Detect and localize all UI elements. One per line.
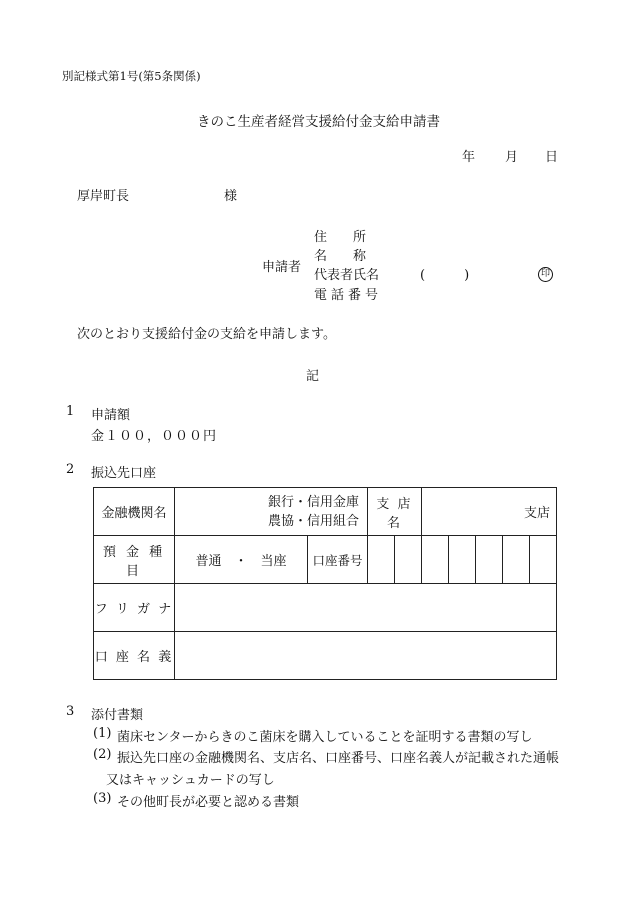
phone-parentheses: ( ) bbox=[420, 268, 470, 283]
field-representative: 代表者氏名 bbox=[314, 268, 380, 283]
bank-type-cell bbox=[175, 488, 368, 536]
account-digit-cell[interactable] bbox=[368, 536, 395, 584]
attachment-3-number: (3) bbox=[93, 791, 112, 806]
ki-heading: 記 bbox=[306, 369, 320, 384]
section2-number: 2 bbox=[66, 462, 75, 477]
account-table bbox=[93, 487, 557, 680]
account-digit-cell[interactable] bbox=[395, 536, 422, 584]
seal-mark-icon bbox=[538, 265, 553, 282]
deposit-options-cell[interactable]: 普通 ・ 当座 bbox=[175, 536, 308, 584]
deposit-label-cell: 預 金 種 目 bbox=[94, 536, 175, 584]
requested-amount: 金１００，０００円 bbox=[91, 429, 218, 444]
seal-text: 印 bbox=[538, 267, 553, 282]
account-digit-cell[interactable] bbox=[530, 536, 557, 584]
document-title: きのこ生産者経営支援給付金支給申請書 bbox=[197, 114, 440, 130]
date-day: 日 bbox=[545, 150, 559, 165]
branch-label-cell: 支 店 名 bbox=[368, 488, 422, 536]
branch-cell[interactable] bbox=[422, 488, 557, 536]
date-year: 年 bbox=[462, 150, 476, 165]
intro-text: 次のとおり支援給付金の支給を申請します。 bbox=[77, 327, 336, 342]
section3-number: 3 bbox=[66, 704, 75, 719]
account-number-label-cell: 口座番号 bbox=[308, 536, 368, 584]
field-phone: 電話番号 bbox=[314, 288, 383, 303]
section1-number: 1 bbox=[66, 404, 75, 419]
account-digit-cell[interactable] bbox=[449, 536, 476, 584]
attachment-1-text: 菌床センターからきのこ菌床を購入していることを証明する書類の写し bbox=[117, 730, 533, 745]
attachment-2-text: 振込先口座の金融機関名、支店名、口座番号、口座名義人が記載された通帳 bbox=[117, 751, 560, 766]
bank-label-cell: 金融機関名 bbox=[94, 488, 175, 536]
applicant-label: 申請者 bbox=[262, 260, 302, 275]
section2-title: 振込先口座 bbox=[91, 466, 157, 481]
holder-input-cell[interactable] bbox=[175, 632, 557, 680]
addressee-name: 厚岸町長 bbox=[77, 189, 130, 204]
date-month: 月 bbox=[505, 150, 519, 165]
furigana-label-cell: フ リ ガ ナ bbox=[94, 584, 175, 632]
account-digit-cell[interactable] bbox=[503, 536, 530, 584]
branch-suffix: 支店 bbox=[523, 506, 550, 521]
account-digit-cell[interactable] bbox=[422, 536, 449, 584]
attachment-2-number: (2) bbox=[93, 747, 112, 762]
field-name: 名 称 bbox=[314, 249, 367, 264]
addressee-honorific: 様 bbox=[224, 189, 238, 204]
section3-title: 添付書類 bbox=[91, 708, 144, 723]
bank-type-2: 農協・信用組合 bbox=[267, 513, 359, 529]
attachment-3-text: その他町長が必要と認める書類 bbox=[117, 795, 300, 810]
section1-title: 申請額 bbox=[91, 408, 131, 423]
furigana-input-cell[interactable] bbox=[175, 584, 557, 632]
bank-type-1: 銀行・信用金庫 bbox=[267, 494, 359, 510]
field-address: 住 所 bbox=[314, 230, 367, 245]
holder-label-cell: 口 座 名 義 bbox=[94, 632, 175, 680]
account-digit-cell[interactable] bbox=[476, 536, 503, 584]
attachment-1-number: (1) bbox=[93, 726, 112, 741]
form-reference: 別記様式第1号(第5条関係) bbox=[62, 69, 201, 83]
attachment-2-continuation: 又はキャッシュカードの写し bbox=[106, 773, 275, 788]
